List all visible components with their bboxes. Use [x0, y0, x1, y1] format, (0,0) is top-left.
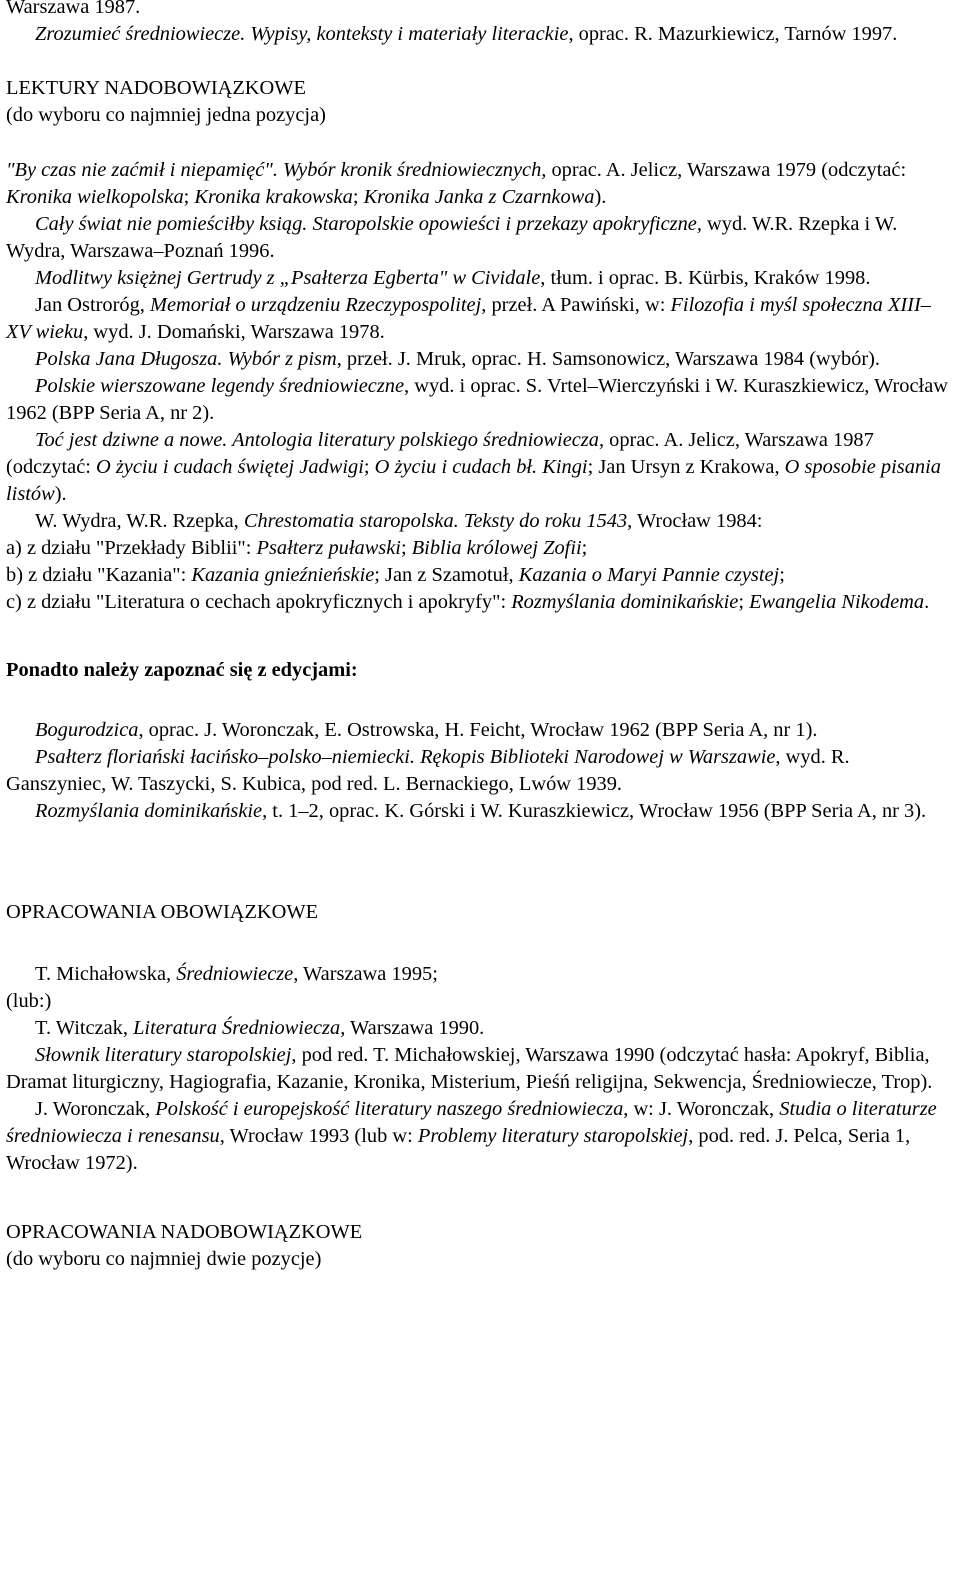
work-title: Rozmyślania dominikańskie: [511, 591, 739, 613]
work-title: Rozmyślania dominikańskie: [35, 800, 263, 822]
bibliography-entry: "By czas nie zaćmił i niepamięć". Wybór kronik średniowiecznych, oprac. A. Jelicz, Warszawa 1979 (odczytać: Kronika wielkopolska; Kronika krakowska; Kronika Janka z Czarnkowa).: [6, 159, 907, 208]
work-title: Studia o literaturze średniowiecza i renesansu: [6, 1098, 937, 1147]
bibliography-subentry: c) z działu "Literatura o cechach apokryficznych i apokryfy": Rozmyślania dominikańskie; Ewangelia Nikodema.: [6, 591, 930, 613]
work-title: Toć jest dziwne a nowe. Antologia literatury polskiego średniowiecza: [35, 429, 599, 451]
section-subheading: (do wyboru co najmniej jedna pozycja): [6, 104, 326, 126]
bibliography-entry: Toć jest dziwne a nowe. Antologia literatury polskiego średniowiecza, oprac. A. Jelicz, Warszawa 1987 (odczytać: O życiu i cudach świętej Jadwigi; O życiu i cudach bł. Kingi; Jan Ursyn z Krakowa, O sposobie pisania listów).: [6, 429, 941, 505]
entry-details: , oprac. R. Mazurkiewicz, Tarnów 1997.: [568, 23, 898, 45]
section-heading: OPRACOWANIA OBOWIĄZKOWE: [6, 901, 319, 923]
section-subheading: (do wyboru co najmniej dwie pozycje): [6, 1248, 322, 1270]
section-heading-bold: Ponadto należy zapoznać się z edycjami:: [6, 659, 358, 681]
work-title: Polska Jana Długosza. Wybór z pism: [35, 348, 337, 370]
document-page: [6, 0, 952, 1273]
bibliography-entry: Polska Jana Długosza. Wybór z pism, przeł. J. Mruk, oprac. H. Samsonowicz, Warszawa 1984 (wybór).: [35, 348, 881, 370]
work-title: O życiu i cudach świętej Jadwigi: [96, 456, 364, 478]
bibliography-entry: Psałterz floriański łacińsko–polsko–niemiecki. Rękopis Biblioteki Narodowej w Warszawie, wyd. R. Ganszyniec, W. Taszycki, S. Kubica, pod red. L. Bernackiego, Lwów 1939.: [6, 746, 850, 795]
work-title: Modlitwy księżnej Gertrudy z „Psałterza Egberta" w Cividale: [35, 267, 541, 289]
work-title: "By czas nie zaćmił i niepamięć". Wybór kronik średniowiecznych: [6, 159, 542, 181]
work-title: Średniowiecze: [176, 963, 294, 985]
work-title: Polskość i europejskość literatury naszego średniowiecza: [155, 1098, 624, 1120]
bibliography-entry: Słownik literatury staropolskiej, pod red. T. Michałowskiej, Warszawa 1990 (odczytać hasła: Apokryf, Biblia, Dramat liturgiczny, Hagiografia, Kazanie, Kronika, Misterium, Pieśń religijna, Sekwencja, Średniowiecze, Trop).: [6, 1044, 933, 1093]
work-title: Psałterz floriański łacińsko–polsko–niemiecki. Rękopis Biblioteki Narodowej w Warszawie: [35, 746, 776, 768]
work-title: Psałterz puławski: [256, 537, 401, 559]
work-title: Kazania gnieźnieńskie: [191, 564, 375, 586]
work-title: Kronika wielkopolska: [6, 186, 184, 208]
work-title: O życiu i cudach bł. Kingi: [374, 456, 588, 478]
work-title: Chrestomatia staropolska. Teksty do roku 1543: [243, 510, 628, 532]
text-line: Warszawa 1987.: [6, 0, 141, 18]
section-heading: OPRACOWANIA NADOBOWIĄZKOWE: [6, 1221, 363, 1243]
work-title: Memoriał o urządzeniu Rzeczypospolitej: [149, 294, 482, 316]
work-title: Zrozumieć średniowiecze. Wypisy, konteksty i materiały literackie: [35, 23, 569, 45]
bibliography-entry: T. Witczak, Literatura Średniowiecza, Warszawa 1990.: [35, 1017, 485, 1039]
work-title: Literatura Średniowiecza: [133, 1017, 341, 1039]
work-title: Problemy literatury staropolskiej: [417, 1125, 689, 1147]
work-title: Kazania o Maryi Pannie czystej: [518, 564, 780, 586]
work-title: Słownik literatury staropolskiej: [35, 1044, 292, 1066]
bibliography-entry: Bogurodzica, oprac. J. Woronczak, E. Ostrowska, H. Feicht, Wrocław 1962 (BPP Seria A, nr 1).: [35, 719, 818, 741]
bibliography-entry: Cały świat nie pomieściłby ksiąg. Staropolskie opowieści i przekazy apokryficzne, wyd. W.R. Rzepka i W. Wydra, Warszawa–Poznań 1996.: [6, 213, 898, 262]
work-title: Filozofia i myśl społeczna XIII–XV wieku: [6, 294, 931, 343]
bibliography-entry: Polskie wierszowane legendy średniowieczne, wyd. i oprac. S. Vrtel–Wierczyński i W. Kuraszkiewicz, Wrocław 1962 (BPP Seria A, nr 2).: [6, 375, 948, 424]
bibliography-subentry: a) z działu "Przekłady Biblii": Psałterz puławski; Biblia królowej Zofii;: [6, 537, 588, 559]
bibliography-entry: J. Woronczak, Polskość i europejskość literatury naszego średniowiecza, w: J. Woronczak, Studia o literaturze średniowiecza i renesansu, Wrocław 1993 (lub w: Problemy literatury staropolskiej, pod. red. J. Pelca, Seria 1, Wrocław 1972).: [6, 1098, 937, 1174]
bibliography-entry: Modlitwy księżnej Gertrudy z „Psałterza Egberta" w Cividale, tłum. i oprac. B. Kürbis, Kraków 1998.: [35, 267, 871, 289]
bibliography-entry: W. Wydra, W.R. Rzepka, Chrestomatia staropolska. Teksty do roku 1543, Wrocław 1984:: [35, 510, 763, 532]
work-title: Kronika Janka z Czarnkowa: [363, 186, 595, 208]
bibliography-entry: Jan Ostroróg, Memoriał o urządzeniu Rzeczypospolitej, przeł. A Pawiński, w: Filozofia i myśl społeczna XIII–XV wieku, wyd. J. Domański, Warszawa 1978.: [6, 294, 931, 343]
section-heading: LEKTURY NADOBOWIĄZKOWE: [6, 77, 306, 99]
work-title: Kronika krakowska: [194, 186, 353, 208]
work-title: Polskie wierszowane legendy średniowieczne: [35, 375, 405, 397]
alternative-marker: (lub:): [6, 990, 52, 1012]
bibliography-entry: [6, 21, 952, 48]
work-title: Ewangelia Nikodema: [749, 591, 925, 613]
work-title: Bogurodzica: [35, 719, 139, 741]
work-title: Cały świat nie pomieściłby ksiąg. Staropolskie opowieści i przekazy apokryficzne: [35, 213, 697, 235]
bibliography-entry: T. Michałowska, Średniowiecze, Warszawa 1995;: [35, 963, 438, 985]
work-title: Biblia królowej Zofii: [411, 537, 582, 559]
work-title: O sposobie pisania listów: [6, 456, 941, 505]
bibliography-subentry: b) z działu "Kazania": Kazania gnieźnieńskie; Jan z Szamotuł, Kazania o Maryi Pannie czystej;: [6, 564, 785, 586]
bibliography-entry: Rozmyślania dominikańskie, t. 1–2, oprac. K. Górski i W. Kuraszkiewicz, Wrocław 1956 (BPP Seria A, nr 3).: [35, 800, 927, 822]
